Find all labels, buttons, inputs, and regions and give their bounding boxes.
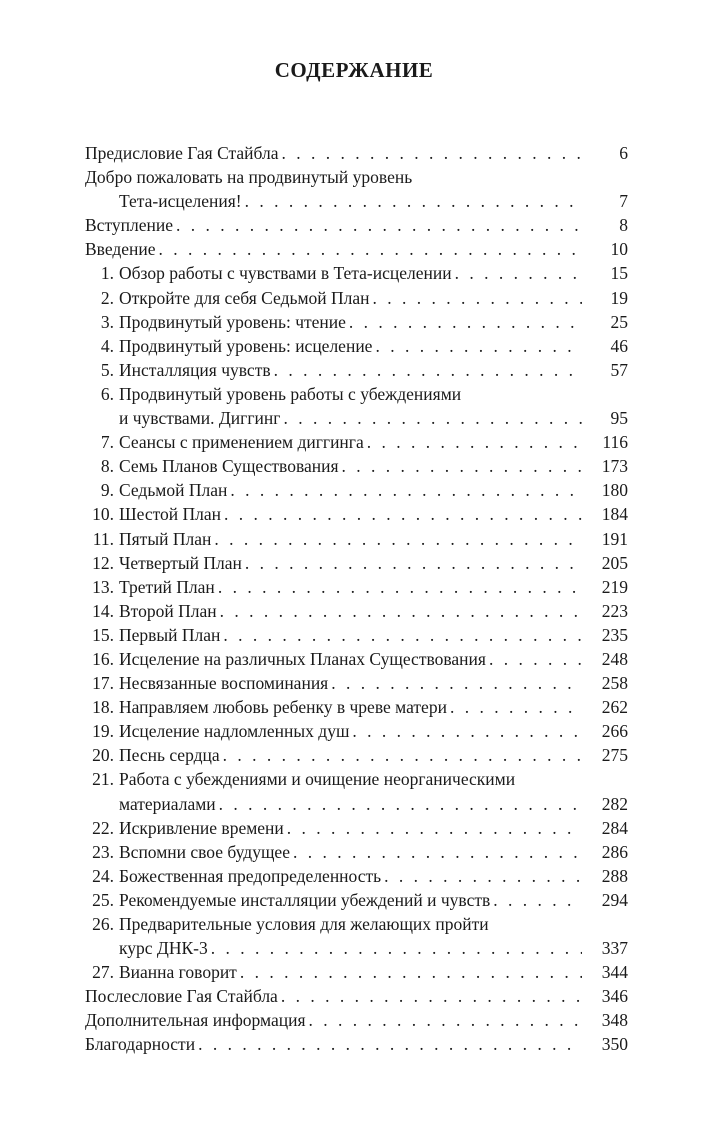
- toc-page-number: 25: [610, 311, 628, 332]
- toc-entry-line: [85, 432, 628, 456]
- toc-entry-line: [85, 288, 628, 312]
- toc-entry-title: Песнь сердца: [119, 745, 220, 766]
- toc-page-number: 284: [601, 817, 628, 838]
- toc-entry-number: 14.: [92, 600, 114, 621]
- toc-entry-number: 7.: [100, 432, 114, 453]
- toc-entry-line: [85, 143, 628, 167]
- toc-page-number: 258: [601, 673, 628, 694]
- dot-leader: [198, 1034, 582, 1055]
- toc-entry-line: [85, 577, 628, 601]
- toc-entry-line: [85, 1010, 628, 1034]
- toc-entry-number: 11.: [92, 528, 114, 549]
- toc-entry-line: [85, 769, 628, 793]
- toc-entry-number: 10.: [92, 504, 114, 525]
- toc-page-number: 95: [610, 408, 628, 429]
- dot-leader: [211, 938, 582, 959]
- toc-entry-line: [85, 553, 628, 577]
- toc-entry-line: [85, 312, 628, 336]
- dot-leader: [493, 890, 582, 911]
- toc-page-number: 248: [601, 648, 628, 669]
- toc-entry-line: [85, 673, 628, 697]
- toc-entry-number: 25.: [92, 889, 114, 910]
- toc-entry-line: [85, 601, 628, 625]
- toc-entry-line: [85, 215, 628, 239]
- dot-leader: [283, 408, 582, 429]
- toc-entry-title: курс ДНК-3: [119, 938, 208, 959]
- toc-entry-number: 20.: [92, 745, 114, 766]
- toc-page-number: 262: [601, 697, 628, 718]
- toc-page-number: 116: [602, 432, 628, 453]
- toc-entry-line: [85, 384, 628, 408]
- toc-page-number: 282: [601, 793, 628, 814]
- toc-page-number: 288: [601, 865, 628, 886]
- toc-entry-line: [85, 625, 628, 649]
- toc-entry-line: [85, 842, 628, 866]
- toc-entry-title: Сеансы с применением диггинга: [119, 432, 364, 453]
- dot-leader: [450, 697, 582, 718]
- toc-entry-line: [85, 529, 628, 553]
- dot-leader: [230, 480, 582, 501]
- toc-entry-title: Продвинутый уровень: чтение: [119, 311, 346, 332]
- toc-entry-line: [85, 986, 628, 1010]
- dot-leader: [384, 866, 582, 887]
- toc-entry-number: 21.: [92, 769, 114, 790]
- toc-entry-line: [85, 721, 628, 745]
- toc-entry-title: Дополнительная информация: [85, 1010, 306, 1031]
- toc-entry-title: Тета-исцеления!: [119, 191, 242, 212]
- toc-page-number: 6: [619, 143, 628, 163]
- toc-page-number: 275: [601, 745, 628, 766]
- toc-entry-title: Благодарности: [85, 1034, 196, 1055]
- dot-leader: [342, 456, 582, 477]
- toc-entry-title: Послесловие Гая Стайбла: [85, 986, 278, 1007]
- toc-entry-title: Направляем любовь ребенку в чреве матери: [119, 697, 447, 718]
- toc-entry-title: Введение: [85, 239, 156, 260]
- toc-entry-title: Второй План: [119, 600, 217, 621]
- toc-page-number: 337: [601, 938, 628, 959]
- toc-entry-number: 12.: [92, 552, 114, 573]
- dot-leader: [349, 312, 582, 333]
- toc-entry-line: [85, 480, 628, 504]
- toc-page-number: 219: [601, 576, 628, 597]
- toc-entry-line: [85, 818, 628, 842]
- toc-entry-number: 2.: [100, 287, 114, 308]
- toc-page-number: 8: [619, 215, 628, 236]
- toc-entry-line: [85, 649, 628, 673]
- toc-entry-title: Вступление: [85, 215, 173, 236]
- toc-page-number: 235: [601, 624, 628, 645]
- dot-leader: [489, 649, 582, 670]
- toc-entry-line: [85, 745, 628, 769]
- toc-entry-line: [85, 1034, 628, 1058]
- dot-leader: [274, 360, 582, 381]
- toc-entry-title: Предварительные условия для желающих пройти: [119, 914, 489, 934]
- dot-leader: [282, 143, 583, 164]
- toc-entry-title: и чувствами. Диггинг: [119, 408, 281, 429]
- toc-entry-title: Обзор работы с чувствами в Тета-исцелении: [119, 263, 452, 284]
- toc-entry-title: Инсталляция чувств: [119, 359, 271, 380]
- toc-page-number: 346: [601, 986, 628, 1007]
- toc-entry-title: Откройте для себя Седьмой План: [119, 287, 370, 308]
- toc-entry-number: 1.: [100, 263, 114, 284]
- toc-entry-title: Седьмой План: [119, 480, 228, 501]
- toc-page-number: 46: [610, 335, 628, 356]
- dot-leader: [367, 432, 582, 453]
- toc-entry-line: [85, 239, 628, 263]
- dot-leader: [245, 191, 582, 212]
- toc-page-number: 348: [601, 1010, 628, 1031]
- dot-leader: [223, 625, 582, 646]
- dot-leader: [373, 288, 582, 309]
- dot-leader: [218, 577, 582, 598]
- toc-entry-number: 8.: [100, 456, 114, 477]
- toc-entry-line: [85, 456, 628, 480]
- toc-entry-line: [85, 914, 628, 938]
- toc-entry-title: Продвинутый уровень: исцеление: [119, 335, 373, 356]
- dot-leader: [245, 553, 582, 574]
- toc-entry-line: [85, 866, 628, 890]
- toc-entry-line: [85, 794, 628, 818]
- toc-entry-number: 18.: [92, 697, 114, 718]
- dot-leader: [214, 529, 582, 550]
- toc-entry-number: 22.: [92, 817, 114, 838]
- toc-page-number: 223: [601, 600, 628, 621]
- toc-page-number: 7: [619, 191, 628, 212]
- dot-leader: [375, 336, 582, 357]
- table-of-contents: [85, 143, 628, 1059]
- toc-entry-title: Четвертый План: [119, 552, 242, 573]
- toc-page-number: 205: [601, 552, 628, 573]
- toc-page-number: 344: [601, 962, 628, 983]
- dot-leader: [224, 504, 582, 525]
- toc-page-number: 15: [610, 263, 628, 284]
- toc-entry-number: 23.: [92, 841, 114, 862]
- toc-page-number: 10: [610, 239, 628, 260]
- toc-entry-number: 26.: [92, 914, 114, 934]
- toc-page-number: 191: [601, 528, 628, 549]
- toc-entry-line: [85, 336, 628, 360]
- toc-entry-number: 9.: [100, 480, 114, 501]
- dot-leader: [223, 745, 582, 766]
- dot-leader: [331, 673, 582, 694]
- toc-page-number: 350: [601, 1034, 628, 1055]
- toc-entry-number: 13.: [92, 576, 114, 597]
- dot-leader: [293, 842, 582, 863]
- toc-entry-number: 5.: [100, 359, 114, 380]
- toc-page-number: 184: [601, 504, 628, 525]
- dot-leader: [309, 1010, 582, 1031]
- toc-page-number: 57: [610, 359, 628, 380]
- toc-entry-line: [85, 938, 628, 962]
- toc-entry-line: [85, 962, 628, 986]
- toc-entry-line: [85, 167, 628, 191]
- toc-entry-line: [85, 504, 628, 528]
- toc-page-number: 173: [601, 456, 628, 477]
- toc-entry-number: 15.: [92, 624, 114, 645]
- page-title: СОДЕРЖАНИЕ: [274, 58, 434, 82]
- toc-entry-title: Исцеление на различных Планах Существования: [119, 648, 486, 669]
- toc-entry-line: [85, 360, 628, 384]
- toc-entry-title: Первый План: [119, 624, 221, 645]
- dot-leader: [455, 263, 582, 284]
- toc-entry-line: [85, 697, 628, 721]
- toc-entry-number: 16.: [92, 648, 114, 669]
- toc-page-number: 286: [601, 841, 628, 862]
- dot-leader: [220, 601, 582, 622]
- dot-leader: [219, 794, 582, 815]
- toc-entry-line: [85, 408, 628, 432]
- toc-entry-line: [85, 191, 628, 215]
- dot-leader: [287, 818, 582, 839]
- toc-entry-title: Исцеление надломленных душ: [119, 721, 350, 742]
- toc-entry-title: Искривление времени: [119, 817, 284, 838]
- toc-entry-title: Шестой План: [119, 504, 222, 525]
- toc-entry-title: Несвязанные воспоминания: [119, 673, 329, 694]
- dot-leader: [240, 962, 582, 983]
- dot-leader: [176, 215, 582, 236]
- toc-entry-number: 24.: [92, 865, 114, 886]
- toc-entry-title: Предисловие Гая Стайбла: [85, 143, 279, 163]
- toc-page-number: 266: [601, 721, 628, 742]
- toc-page-number: 180: [601, 480, 628, 501]
- toc-entry-number: 19.: [92, 721, 114, 742]
- toc-entry-title: Божественная предопределенность: [119, 865, 382, 886]
- dot-leader: [159, 239, 582, 260]
- toc-entry-number: 6.: [100, 383, 114, 404]
- toc-entry-title: Продвинутый уровень работы с убеждениями: [119, 383, 462, 404]
- toc-entry-number: 27.: [92, 962, 114, 983]
- toc-entry-title: Третий План: [119, 576, 215, 597]
- toc-entry-line: [85, 263, 628, 287]
- dot-leader: [281, 986, 582, 1007]
- toc-entry-title: Вспомни свое будущее: [119, 841, 290, 862]
- toc-page-number: 19: [610, 287, 628, 308]
- toc-entry-title: Пятый План: [119, 528, 212, 549]
- toc-entry-number: 4.: [100, 335, 114, 356]
- toc-entry-title: Работа с убеждениями и очищение неорганическими: [119, 769, 516, 790]
- toc-entry-number: 17.: [92, 673, 114, 694]
- dot-leader: [352, 721, 582, 742]
- toc-entry-line: [85, 890, 628, 914]
- toc-entry-title: материалами: [119, 793, 216, 814]
- toc-entry-title: Вианна говорит: [119, 962, 237, 983]
- toc-entry-title: Рекомендуемые инсталляции убеждений и чувств: [119, 889, 491, 910]
- toc-page-number: 294: [601, 889, 628, 910]
- toc-entry-number: 3.: [100, 311, 114, 332]
- toc-entry-title: Добро пожаловать на продвинутый уровень: [85, 167, 413, 188]
- toc-entry-title: Семь Планов Существования: [119, 456, 339, 477]
